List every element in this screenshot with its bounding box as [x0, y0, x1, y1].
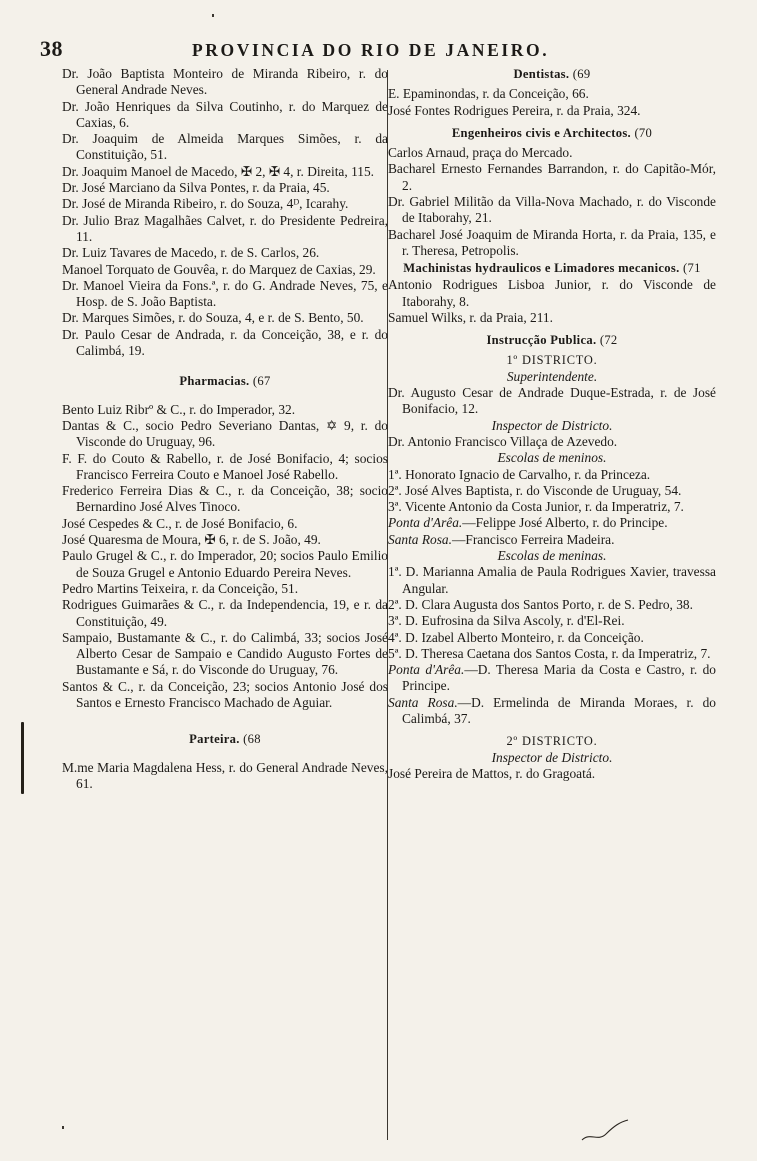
pharmacies-list	[62, 402, 388, 712]
left-column	[62, 66, 388, 792]
engineer-entry: Dr. Gabriel Militão da Villa-Nova Machado, r. do Visconde de Itaborahy, 21.	[388, 194, 716, 226]
boys-schools-heading: Escolas de meninos.	[497, 450, 607, 466]
doctor-entry: Dr. João Baptista Monteiro de Miranda Ribeiro, r. do General Andrade Neves.	[62, 66, 388, 98]
doctors-list	[62, 66, 388, 359]
superintendent-entry: Dr. Augusto Cesar de Andrade Duque-Estrada, r. de José Bonifacio, 12.	[388, 385, 716, 417]
boys-school-entry: 2ª. José Alves Baptista, r. do Visconde de Uruguay, 54.	[388, 482, 682, 498]
section-heading-midwife: Parteira. (68	[189, 732, 261, 747]
girls-schools-heading: Escolas de meninas.	[497, 548, 607, 564]
section-heading-pharmacies: Pharmacias. (67	[179, 374, 271, 389]
boys-schools-list	[388, 467, 716, 516]
section-heading-instruction: Instrucção Publica. (72	[486, 333, 618, 348]
doctor-entry: Dr. Paulo Cesar de Andrada, r. da Conceição, 38, e r. do Calimbá, 19.	[62, 326, 388, 359]
page-header	[40, 36, 716, 62]
doctor-entry: Dr. Marques Simões, r. do Souza, 4, e r. de S. Bento, 50.	[62, 310, 364, 326]
pharmacy-entry: José Cespedes & C., r. de José Bonifacio, 6.	[62, 515, 298, 531]
engineer-entry: Carlos Arnaud, praça do Mercado.	[388, 145, 573, 161]
girls-school-entry: 2ª. D. Clara Augusta dos Santos Porto, r. de S. Pedro, 38.	[388, 596, 693, 612]
district-1-heading: 1º DISTRICTO.	[506, 353, 598, 368]
pen-flourish-icon	[580, 1118, 630, 1144]
inspector-entry-2: José Pereira de Mattos, r. do Gragoatá.	[388, 765, 596, 781]
doctor-entry: Manoel Torquato de Gouvêa, r. do Marquez de Caxias, 29.	[62, 261, 376, 277]
engineer-entry: Bacharel Ernesto Fernandes Barrandon, r. do Capitão-Mór, 2.	[388, 161, 716, 193]
section-heading-machinists: Machinistas hydraulicos e Limadores mecanicos. (71	[403, 261, 701, 276]
engineers-list	[388, 145, 716, 259]
pharmacy-entry: Paulo Grugel & C., r. do Imperador, 20; socios Paulo Emilio de Souza Grugel e Antonio Eduardo Pereira Neves.	[62, 548, 388, 580]
pharmacy-entry: Bento Luiz Ribrº & C., r. do Imperador, 32.	[62, 401, 296, 417]
pharmacy-entry: Rodrigues Guimarães & C., r. da Independencia, 19, e r. da Constituição, 49.	[62, 597, 388, 629]
pharmacy-entry: Dantas & C., socio Pedro Severiano Dantas, ✡ 9, r. do Visconde do Uruguay, 96.	[62, 417, 388, 450]
girls-school-entry: 4ª. D. Izabel Alberto Monteiro, r. da Conceição.	[388, 629, 644, 645]
section-heading-engineers: Engenheiros civis e Architectos. (70	[451, 125, 653, 140]
girls-school-entry: 5ª. D. Theresa Caetana dos Santos Costa, r. da Imperatriz, 7.	[388, 645, 711, 661]
midwife-list	[62, 760, 388, 793]
engineer-entry: Bacharel José Joaquim de Miranda Horta, r. da Praia, 135, e r. Theresa, Petropolis.	[388, 226, 716, 258]
pharmacy-entry: Pedro Martins Teixeira, r. da Conceição, 51.	[62, 580, 299, 596]
running-title: PROVINCIA DO RIO DE JANEIRO.	[192, 40, 550, 60]
inspector-heading-1: Inspector de Districto.	[491, 417, 613, 433]
dentists-list	[388, 86, 716, 119]
doctor-entry: Dr. João Henriques da Silva Coutinho, r. do Marquez de Caxias, 6.	[62, 98, 388, 130]
page-number: 38	[40, 36, 63, 61]
boys-school-santa-rosa: Santa Rosa.—Francisco Ferreira Madeira.	[388, 531, 615, 547]
pharmacy-entry: Santos & C., r. da Conceição, 23; socios Antonio José dos Santos e Ernesto Francisco Machado de Aguiar.	[62, 678, 388, 710]
machinist-entry: Samuel Wilks, r. da Praia, 211.	[388, 309, 553, 325]
ink-dot	[212, 14, 214, 17]
pharmacy-entry: Sampaio, Bustamante & C., r. do Calimbá, 33; socios José Alberto Cesar de Sampaio e Candido Augusto Fortes de Bustamante e Sá, r. do Visconde do Uruguay, 76.	[62, 629, 388, 678]
doctor-entry: Dr. José de Miranda Ribeiro, r. do Souza, 4ᴰ, Icarahy.	[62, 196, 349, 212]
right-column	[388, 66, 716, 782]
inspector-entry-1: Dr. Antonio Francisco Villaça de Azevedo.	[388, 433, 618, 449]
girls-school-santa-rosa: Santa Rosa.—D. Ermelinda de Miranda Moraes, r. do Calimbá, 37.	[388, 694, 717, 726]
machinist-entry: Antonio Rodrigues Lisboa Junior, r. do Visconde de Itaborahy, 8.	[388, 277, 716, 309]
pharmacy-entry: Frederico Ferreira Dias & C., r. da Conceição, 38; socio Bernardino José Alves Tinoco.	[62, 483, 388, 515]
district-2-heading: 2º DISTRICTO.	[506, 734, 598, 749]
dentist-entry: José Fontes Rodrigues Pereira, r. da Praia, 324.	[388, 102, 641, 118]
boys-school-entry: 3ª. Vicente Antonio da Costa Junior, r. da Imperatriz, 7.	[388, 499, 684, 515]
dentist-entry: E. Epaminondas, r. da Conceição, 66.	[388, 86, 589, 102]
section-heading-dentists: Dentistas. (69	[513, 67, 591, 81]
superintendent-heading: Superintendente.	[506, 368, 598, 384]
girls-school-entry: 1ª. D. Marianna Amalia de Paula Rodrigues Xavier, travessa Angular.	[388, 564, 716, 596]
doctor-entry: Dr. Joaquim Manoel de Macedo, ✠ 2, ✠ 4, r. Direita, 115.	[62, 163, 375, 179]
boys-school-entry: 1ª. Honorato Ignacio de Carvalho, r. da Princeza.	[388, 466, 651, 482]
doctor-entry: Dr. Luiz Tavares de Macedo, r. de S. Carlos, 26.	[62, 245, 320, 261]
ink-dot	[62, 1126, 64, 1129]
margin-ink-mark	[21, 722, 24, 794]
pharmacy-entry: José Quaresma de Moura, ✠ 6, r. de S. João, 49.	[62, 532, 321, 548]
girls-school-ponta: Ponta d'Arêa.—D. Theresa Maria da Costa e Castro, r. do Principe.	[388, 662, 716, 694]
pharmacy-entry: F. F. do Couto & Rabello, r. de José Bonifacio, 4; socios Francisco Ferreira Couto e Manoel José Rabello.	[62, 450, 388, 482]
doctor-entry: Dr. Joaquim de Almeida Marques Simões, r. da Constituição, 51.	[62, 131, 388, 163]
inspector-heading-2: Inspector de Districto.	[491, 749, 613, 765]
girls-school-entry: 3ª. D. Eufrosina da Silva Ascoly, r. d'El-Rei.	[388, 613, 625, 629]
doctor-entry: Dr. Julio Braz Magalhães Calvet, r. do Presidente Pedreira, 11.	[62, 212, 388, 244]
doctor-entry: Dr. Manoel Vieira da Fons.ª, r. do G. Andrade Neves, 75, e Hosp. de S. João Baptista.	[62, 277, 388, 310]
girls-schools-list	[388, 564, 716, 662]
midwife-entry: M.me Maria Magdalena Hess, r. do General Andrade Neves, 61.	[62, 759, 388, 791]
machinists-list	[388, 277, 716, 326]
boys-school-ponta: Ponta d'Arêa.—Felippe José Alberto, r. do Principe.	[388, 515, 668, 531]
doctor-entry: Dr. José Marciano da Silva Pontes, r. da Praia, 45.	[62, 180, 330, 196]
